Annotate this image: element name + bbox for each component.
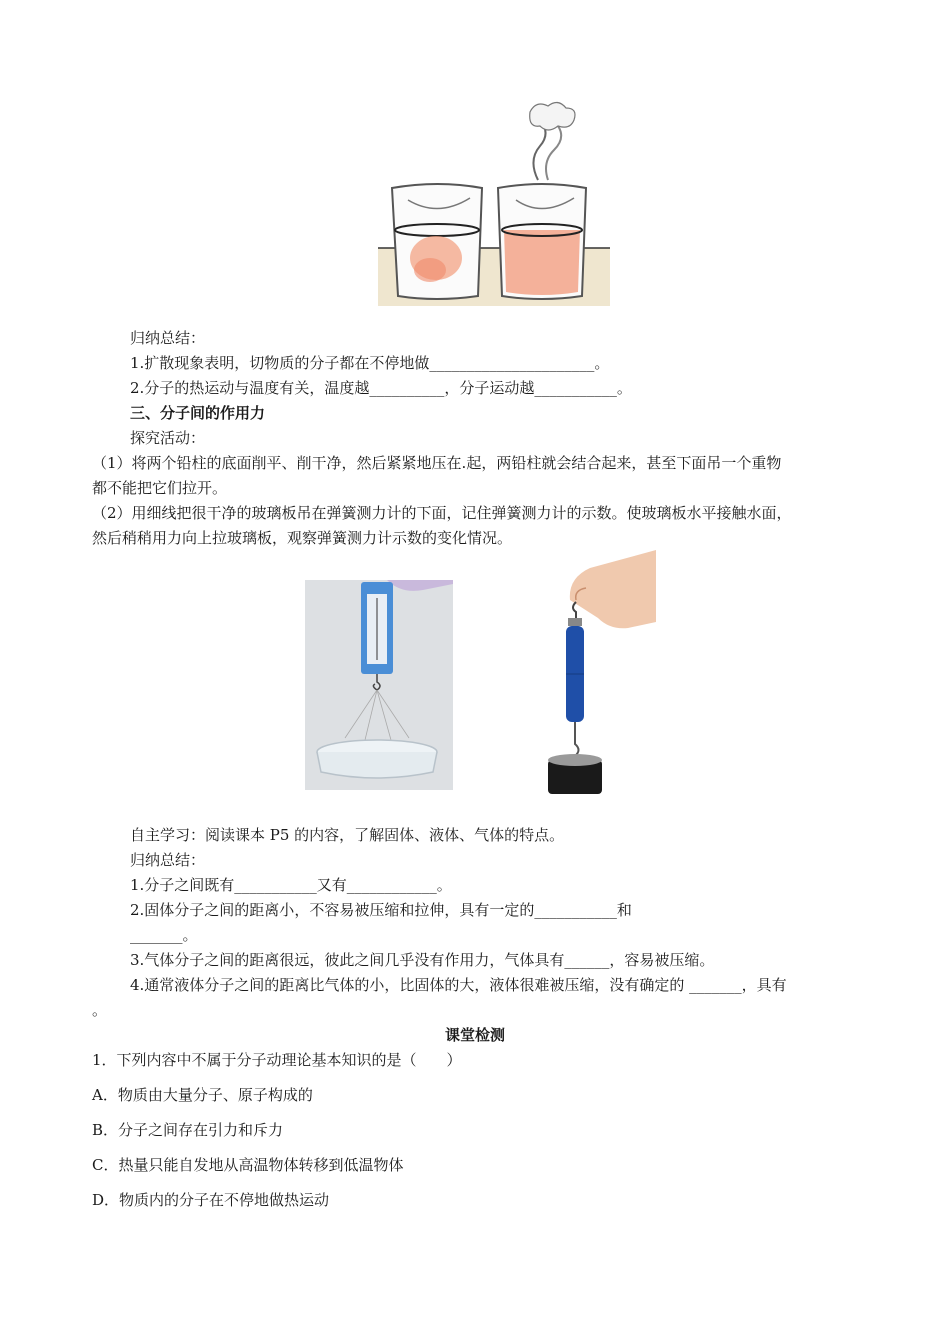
beakers-diffusion-figure (378, 100, 610, 306)
option-d[interactable]: D．物质内的分子在不停地做热运动 (92, 1191, 330, 1209)
activity-para1-line1: （1）将两个铅柱的底面削平、削干净，然后紧紧地压在.起，两铅柱就会结合起来，甚至下面吊一个重物 (92, 454, 782, 472)
cold-beaker (392, 184, 482, 299)
hot-beaker (498, 102, 586, 299)
question-1: 1．下列内容中不属于分子动理论基本知识的是（ ） (92, 1051, 462, 1069)
section3-title: 三、分子间的作用力 (130, 404, 266, 422)
spring-scale-glass-plate-photo (305, 580, 453, 790)
summary2-item-3: 3.气体分子之间的距离很远，彼此之间几乎没有作用力，气体具有______，容易被压缩。 (130, 951, 715, 969)
summary1-item-1: 1.扩散现象表明，切物质的分子都在不停地做______________________。 (130, 354, 610, 372)
summary2-heading: 归纳总结： (130, 851, 206, 869)
activity-para1-line2: 都不能把它们拉开。 (92, 479, 228, 497)
summary2-item-2-line2: _______。 (130, 926, 198, 944)
activity-heading: 探究活动： (130, 429, 206, 447)
summary2-item-2-line1: 2.固体分子之间的距离小，不容易被压缩和拉伸，具有一定的___________和 (130, 901, 632, 919)
option-a[interactable]: A．物质由大量分子、原子构成的 (92, 1086, 313, 1104)
activity-para2-line1: （2）用细线把很干净的玻璃板吊在弹簧测力计的下面，记住弹簧测力计的示数。使玻璃板水平接触水面， (92, 504, 792, 522)
spring-scale-weight-photo (540, 548, 656, 798)
summary1-item-2: 2.分子的热运动与温度有关，温度越__________，分子运动越___________。 (130, 379, 632, 397)
self-study-line: 自主学习：阅读课本 P5 的内容，了解固体、液体、气体的特点。 (130, 826, 565, 844)
summary2-item-1: 1.分子之间既有___________又有____________。 (130, 876, 452, 894)
activity-para2-line2: 然后稍稍用力向上拉玻璃板，观察弹簧测力计示数的变化情况。 (92, 529, 513, 547)
option-c[interactable]: C．热量只能自发地从高温物体转移到低温物体 (92, 1156, 404, 1174)
summary2-item-4-line1: 4.通常液体分子之间的距离比气体的小，比固体的大，液体很难被压缩，没有确定的 _______，具有 (130, 976, 787, 994)
check-title: 课堂检测 (444, 1026, 505, 1044)
summary2-item-4-line2: 。 (92, 1001, 108, 1019)
summary1-heading: 归纳总结： (130, 329, 206, 347)
option-b[interactable]: B．分子之间存在引力和斥力 (92, 1121, 284, 1139)
